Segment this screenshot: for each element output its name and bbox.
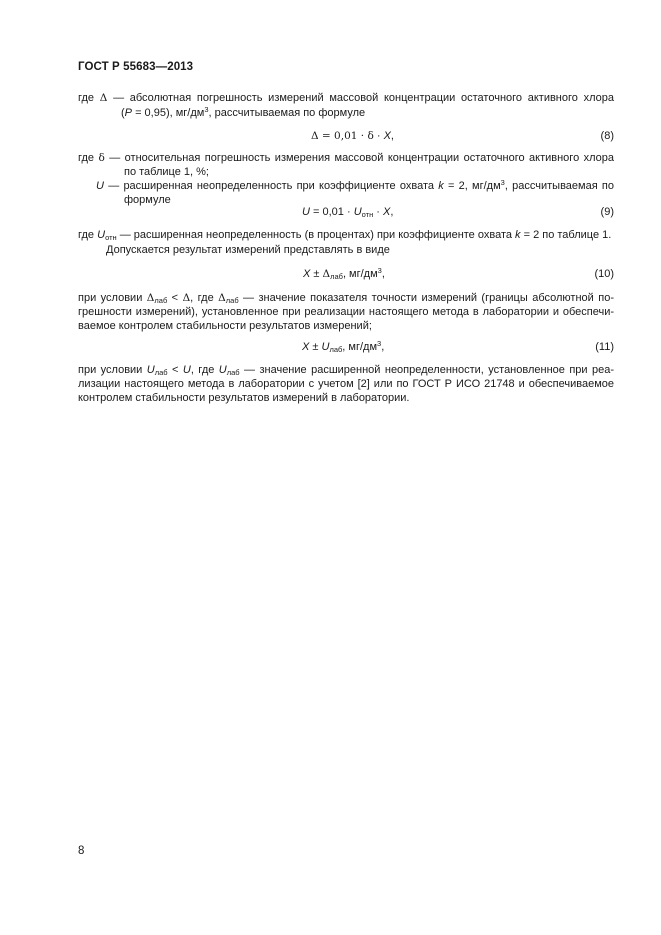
condition-11-line1: при условии $U_{лаб} < U$, где $U_{лаб}$ — значение расширенной неопределенности, установленное при реа- — [78, 364, 614, 377]
u-definition-line2: формуле — [124, 194, 171, 206]
urel-definition: где $U_{отн}$ — расширенная неопределенность (в процентах) при коэффициенте охвата k = 2 по таблице 1. — [78, 229, 612, 242]
formula-11: $X \pm U_{лаб}$, $мг/дм^3$, — [302, 339, 385, 354]
equation-number-11: (11) — [595, 341, 614, 353]
rel-definition-line2: по таблице 1, %; — [124, 166, 209, 178]
condition-10-line2: грешности измерений), установленное при реализации настоящего метода в лаборатории и обеспечи- — [78, 306, 614, 318]
condition-11-line2: лизации настоящего метода в лаборатории с учетом [2] или по ГОСТ Р ИСО 21748 и обеспечиваемое — [78, 378, 614, 390]
condition-10-line1: при условии $\Delta_{лаб} < \Delta$, где $\Delta_{лаб}$ — значение показателя точности измерений (границы абсолютной по- — [78, 292, 614, 305]
equation-number-9: (9) — [600, 206, 614, 218]
condition-11-line3: контролем стабильности результатов измерений в лаборатории. — [78, 392, 410, 404]
condition-10-line3: ваемое контролем стабильности результатов измерений; — [78, 320, 372, 332]
formula-10: $X \pm \Delta_{лаб}$, $мг/дм^3$, — [303, 266, 385, 281]
page-header: ГОСТ Р 55683—2013 — [78, 61, 194, 73]
equation-number-10: (10) — [594, 268, 614, 280]
delta-definition-line2: (P = 0,95), $мг/дм^3$, рассчитываемая по формуле — [121, 105, 366, 119]
equation-number-8: (8) — [600, 130, 614, 142]
page-number: 8 — [78, 845, 85, 857]
rel-definition-line1: где δ — относительная погрешность измерения массовой концентрации остаточного активного хлора — [78, 152, 614, 164]
u-definition-line1: U — расширенная неопределенность при коэффициенте охвата k = 2, $мг/дм^3$, рассчитываемая по — [96, 178, 614, 192]
allowed-sentence: Допускается результат измерений представлять в виде — [106, 244, 390, 256]
formula-8: Δ = 0,01 · δ · X, — [311, 130, 394, 142]
formula-9: $U = 0,01 \cdot U_{отн} \cdot X$, — [302, 206, 394, 219]
delta-definition-line1: где Δ — абсолютная погрешность измерений массовой концентрации остаточного активного хлора — [78, 92, 614, 104]
